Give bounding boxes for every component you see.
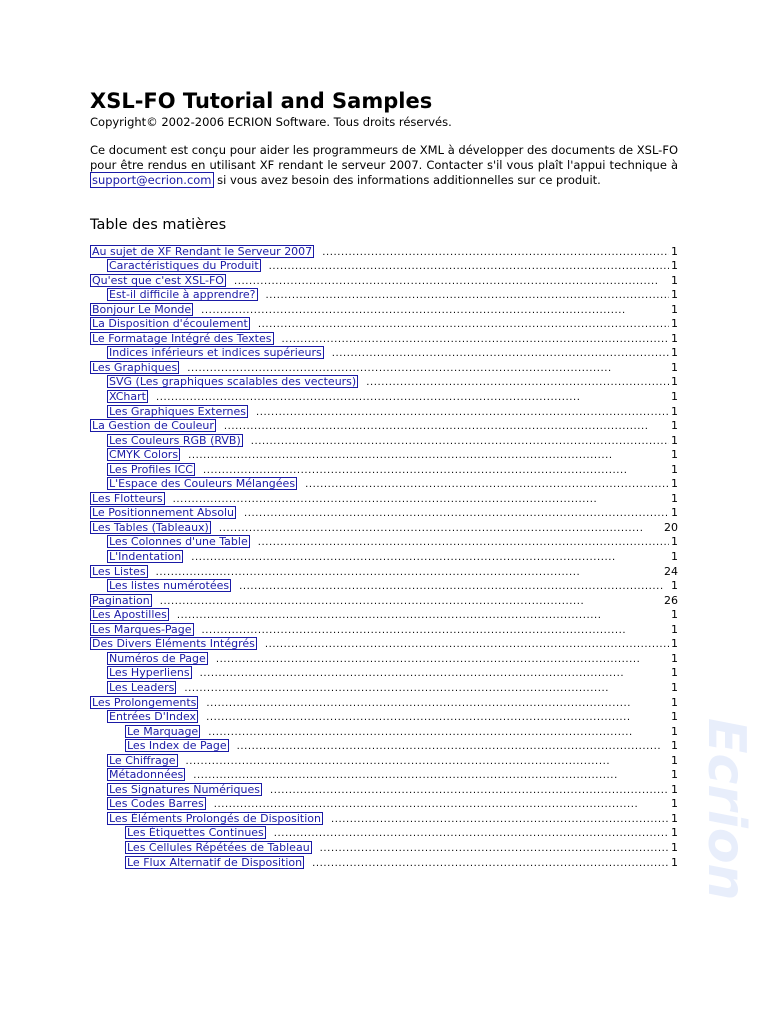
toc-entry[interactable] — [90, 694, 678, 709]
toc-entry[interactable] — [90, 461, 678, 476]
toc-entry[interactable] — [90, 854, 678, 869]
toc-entry[interactable] — [90, 490, 678, 505]
intro-text-before-link: Ce document est conçu pour aider les programmeurs de XML à développer des documents de XSL-FO pour être rendus en utilisant XF rendant le serveur 2007. Contacter s'il vous plaît l'appui technique à — [90, 143, 678, 172]
toc-page-number: 1 — [671, 346, 678, 360]
toc-entry[interactable] — [90, 287, 678, 302]
toc-entry[interactable] — [90, 519, 678, 534]
toc-entry[interactable] — [90, 781, 678, 796]
table-of-contents — [90, 243, 678, 869]
toc-entry-link[interactable]: Des Divers Éléments Intégrés — [92, 637, 255, 651]
toc-entry-link[interactable]: Le Marquage — [127, 724, 199, 738]
toc-leader-dots — [239, 581, 669, 592]
toc-entry-link[interactable]: Entrées D'Index — [109, 710, 197, 724]
toc-page-number: 1 — [671, 302, 678, 316]
toc-entry[interactable] — [90, 301, 678, 316]
toc-entry[interactable] — [90, 607, 678, 622]
toc-entry-link[interactable]: Caractéristiques du Produit — [109, 259, 259, 273]
toc-entry[interactable] — [90, 534, 678, 549]
toc-entry-link[interactable]: Les Signatures Numériques — [109, 782, 260, 796]
toc-page-number: 20 — [664, 520, 678, 534]
toc-page-number: 1 — [671, 753, 678, 767]
watermark-text: Ecrion — [696, 718, 756, 901]
toc-entry-link[interactable]: Les Étiquettes Continues — [127, 826, 264, 840]
toc-leader-dots — [270, 785, 669, 796]
toc-entry-link[interactable]: Les Leaders — [109, 680, 175, 694]
toc-leader-dots — [193, 770, 669, 781]
toc-entry-link[interactable]: La Disposition d'écoulement — [92, 317, 248, 331]
toc-entry[interactable] — [90, 258, 678, 273]
toc-entry-link[interactable]: Est-il difficile à apprendre? — [109, 288, 256, 302]
toc-leader-dots — [274, 828, 669, 839]
toc-entry-link[interactable]: Les Graphiques — [92, 360, 178, 374]
toc-entry[interactable] — [90, 592, 678, 607]
toc-leader-dots — [224, 421, 669, 432]
toc-entry[interactable] — [90, 330, 678, 345]
toc-page-number: 1 — [671, 782, 678, 796]
copyright-notice: Copyright© 2002-2006 ECRION Software. Tous droits réservés. — [90, 115, 452, 129]
toc-leader-dots — [331, 814, 669, 825]
toc-page-number: 1 — [671, 433, 678, 447]
toc-heading: Table des matières — [90, 217, 227, 233]
toc-entry[interactable] — [90, 578, 678, 593]
toc-entry[interactable] — [90, 388, 678, 403]
toc-page-number: 1 — [671, 419, 678, 433]
toc-leader-dots — [366, 377, 669, 388]
toc-entry-link[interactable]: Les Cellules Répétées de Tableau — [127, 840, 310, 854]
toc-page-number: 1 — [671, 390, 678, 404]
toc-leader-dots — [244, 508, 669, 519]
toc-leader-dots — [206, 698, 669, 709]
toc-leader-dots — [160, 596, 662, 607]
toc-page-number: 26 — [664, 593, 678, 607]
toc-page-number: 1 — [671, 797, 678, 811]
toc-entry-link[interactable]: La Gestion de Couleur — [92, 419, 214, 433]
toc-leader-dots — [191, 552, 669, 563]
toc-page-number: 1 — [671, 288, 678, 302]
toc-entry[interactable] — [90, 709, 678, 724]
toc-entry-link[interactable]: CMYK Colors — [109, 448, 179, 462]
toc-entry-link[interactable]: Les Tables (Tableaux) — [92, 520, 209, 534]
toc-entry-link[interactable]: Les Éléments Prolongés de Disposition — [109, 811, 321, 825]
toc-page-number: 1 — [671, 695, 678, 709]
toc-leader-dots — [305, 479, 669, 490]
toc-entry-link[interactable]: Les Colonnes d'une Table — [109, 535, 248, 549]
toc-leader-dots — [156, 392, 669, 403]
toc-entry-link[interactable]: SVG (Les graphiques scalables des vecteurs) — [109, 375, 357, 389]
toc-page-number: 1 — [671, 710, 678, 724]
toc-page-number: 1 — [671, 579, 678, 593]
toc-page-number: 24 — [664, 564, 678, 578]
toc-leader-dots — [177, 610, 669, 621]
toc-page-number: 1 — [671, 724, 678, 738]
toc-entry[interactable] — [90, 738, 678, 753]
toc-leader-dots — [186, 756, 670, 767]
toc-entry-link[interactable]: Numéros de Page — [109, 651, 206, 665]
toc-page-number: 1 — [671, 462, 678, 476]
intro-text-after-link: si vous avez besoin des informations additionnelles sur ce produit. — [213, 173, 601, 187]
toc-entry[interactable] — [90, 839, 678, 854]
toc-entry-link[interactable]: Les Codes Barres — [109, 797, 204, 811]
toc-leader-dots — [322, 247, 669, 258]
toc-leader-dots — [265, 639, 669, 650]
toc-leader-dots — [214, 799, 669, 810]
toc-page-number: 1 — [671, 535, 678, 549]
toc-leader-dots — [251, 436, 669, 447]
toc-entry[interactable] — [90, 723, 678, 738]
toc-leader-dots — [266, 290, 669, 301]
document-title: XSL-FO Tutorial and Samples — [90, 89, 433, 113]
toc-page-number: 1 — [671, 666, 678, 680]
toc-page-number: 1 — [671, 622, 678, 636]
toc-leader-dots — [206, 712, 669, 723]
toc-entry-link[interactable]: Les Apostilles — [92, 608, 167, 622]
support-email-link[interactable]: support@ecrion.com — [92, 173, 212, 187]
intro-paragraph — [90, 143, 678, 188]
toc-entry-link[interactable]: Bonjour Le Monde — [92, 302, 192, 316]
toc-entry[interactable] — [90, 825, 678, 840]
toc-page-number: 1 — [671, 273, 678, 287]
toc-entry-link[interactable]: Les Prolongements — [92, 695, 197, 709]
toc-leader-dots — [184, 683, 669, 694]
toc-leader-dots — [256, 407, 669, 418]
toc-entry[interactable] — [90, 432, 678, 447]
toc-entry-link[interactable]: Les listes numérotées — [109, 579, 230, 593]
toc-leader-dots — [234, 276, 669, 287]
toc-page-number: 1 — [671, 680, 678, 694]
toc-entry[interactable] — [90, 752, 678, 767]
toc-leader-dots — [282, 334, 670, 345]
toc-page-number: 1 — [671, 244, 678, 258]
toc-entry[interactable] — [90, 767, 678, 782]
toc-entry-link[interactable]: Le Formatage Intégré des Textes — [92, 331, 272, 345]
toc-page-number: 1 — [671, 739, 678, 753]
toc-entry-link[interactable]: Les Listes — [92, 564, 146, 578]
toc-entry-link[interactable]: L'Espace des Couleurs Mélangées — [109, 477, 296, 491]
toc-page-number: 1 — [671, 840, 678, 854]
toc-leader-dots — [332, 348, 669, 359]
toc-page-number: 1 — [671, 855, 678, 869]
toc-page-number: 1 — [671, 477, 678, 491]
toc-entry[interactable] — [90, 272, 678, 287]
toc-page-number: 1 — [671, 768, 678, 782]
toc-page-number: 1 — [671, 608, 678, 622]
toc-entry[interactable] — [90, 359, 678, 374]
toc-entry-link[interactable]: XChart — [109, 390, 146, 404]
toc-leader-dots — [188, 450, 669, 461]
toc-entry[interactable] — [90, 665, 678, 680]
toc-entry[interactable] — [90, 505, 678, 520]
toc-entry[interactable] — [90, 563, 678, 578]
toc-entry[interactable] — [90, 548, 678, 563]
toc-leader-dots — [208, 727, 669, 738]
toc-page-number: 1 — [671, 637, 678, 651]
toc-page-number: 1 — [671, 651, 678, 665]
toc-leader-dots — [200, 668, 669, 679]
toc-entry[interactable] — [90, 447, 678, 462]
toc-entry-link[interactable]: Qu'est que c'est XSL-FO — [92, 273, 224, 287]
toc-leader-dots — [269, 261, 669, 272]
toc-entry-link[interactable]: Pagination — [92, 593, 150, 607]
toc-entry[interactable] — [90, 345, 678, 360]
toc-page-number: 1 — [671, 259, 678, 273]
toc-entry-link[interactable]: Les Hyperliens — [109, 666, 190, 680]
toc-page-number: 1 — [671, 550, 678, 564]
toc-page-number: 1 — [671, 375, 678, 389]
document-page — [90, 88, 678, 869]
toc-entry-link[interactable]: Les Profiles ICC — [109, 462, 193, 476]
toc-entry[interactable] — [90, 796, 678, 811]
toc-leader-dots — [312, 858, 669, 869]
toc-entry[interactable] — [90, 418, 678, 433]
toc-leader-dots — [187, 363, 669, 374]
toc-entry[interactable] — [90, 403, 678, 418]
toc-leader-dots — [237, 741, 669, 752]
toc-page-number: 1 — [671, 360, 678, 374]
toc-entry-link[interactable]: Le Positionnement Absolu — [92, 506, 235, 520]
toc-entry-link[interactable]: Indices inférieurs et indices supérieurs — [109, 346, 322, 360]
toc-entry-link[interactable]: Le Chiffrage — [109, 753, 176, 767]
toc-leader-dots — [203, 465, 669, 476]
toc-entry-link[interactable]: Les Graphiques Externes — [109, 404, 247, 418]
toc-page-number: 1 — [671, 826, 678, 840]
toc-entry[interactable] — [90, 679, 678, 694]
toc-entry-link[interactable]: Les Index de Page — [127, 739, 227, 753]
toc-leader-dots — [216, 654, 669, 665]
toc-leader-dots — [258, 537, 669, 548]
toc-page-number: 1 — [671, 448, 678, 462]
toc-entry-link[interactable]: Le Flux Alternatif de Disposition — [127, 855, 303, 869]
toc-entry[interactable] — [90, 243, 678, 258]
toc-leader-dots — [201, 305, 669, 316]
toc-page-number: 1 — [671, 317, 678, 331]
toc-entry[interactable] — [90, 810, 678, 825]
toc-entry-link[interactable]: L'Indentation — [109, 550, 182, 564]
toc-leader-dots — [219, 523, 662, 534]
toc-page-number: 1 — [671, 404, 678, 418]
toc-leader-dots — [156, 567, 662, 578]
toc-page-number: 1 — [671, 331, 678, 345]
toc-entry-link[interactable]: Les Flotteurs — [92, 491, 163, 505]
ecrion-watermark-logo — [668, 718, 768, 908]
toc-entry[interactable] — [90, 650, 678, 665]
toc-entry-link[interactable]: Les Marques-Page — [92, 622, 192, 636]
toc-entry-link[interactable]: Métadonnées — [109, 768, 184, 782]
toc-entry-link[interactable]: Les Couleurs RGB (RVB) — [109, 433, 241, 447]
toc-entry[interactable] — [90, 621, 678, 636]
toc-entry[interactable] — [90, 476, 678, 491]
toc-entry[interactable] — [90, 316, 678, 331]
toc-leader-dots — [202, 625, 669, 636]
toc-page-number: 1 — [671, 491, 678, 505]
toc-entry[interactable] — [90, 636, 678, 651]
toc-leader-dots — [320, 843, 669, 854]
toc-page-number: 1 — [671, 506, 678, 520]
toc-leader-dots — [173, 494, 669, 505]
toc-entry-link[interactable]: Au sujet de XF Rendant le Serveur 2007 — [92, 244, 313, 258]
toc-page-number: 1 — [671, 811, 678, 825]
toc-entry[interactable] — [90, 374, 678, 389]
toc-leader-dots — [258, 319, 669, 330]
